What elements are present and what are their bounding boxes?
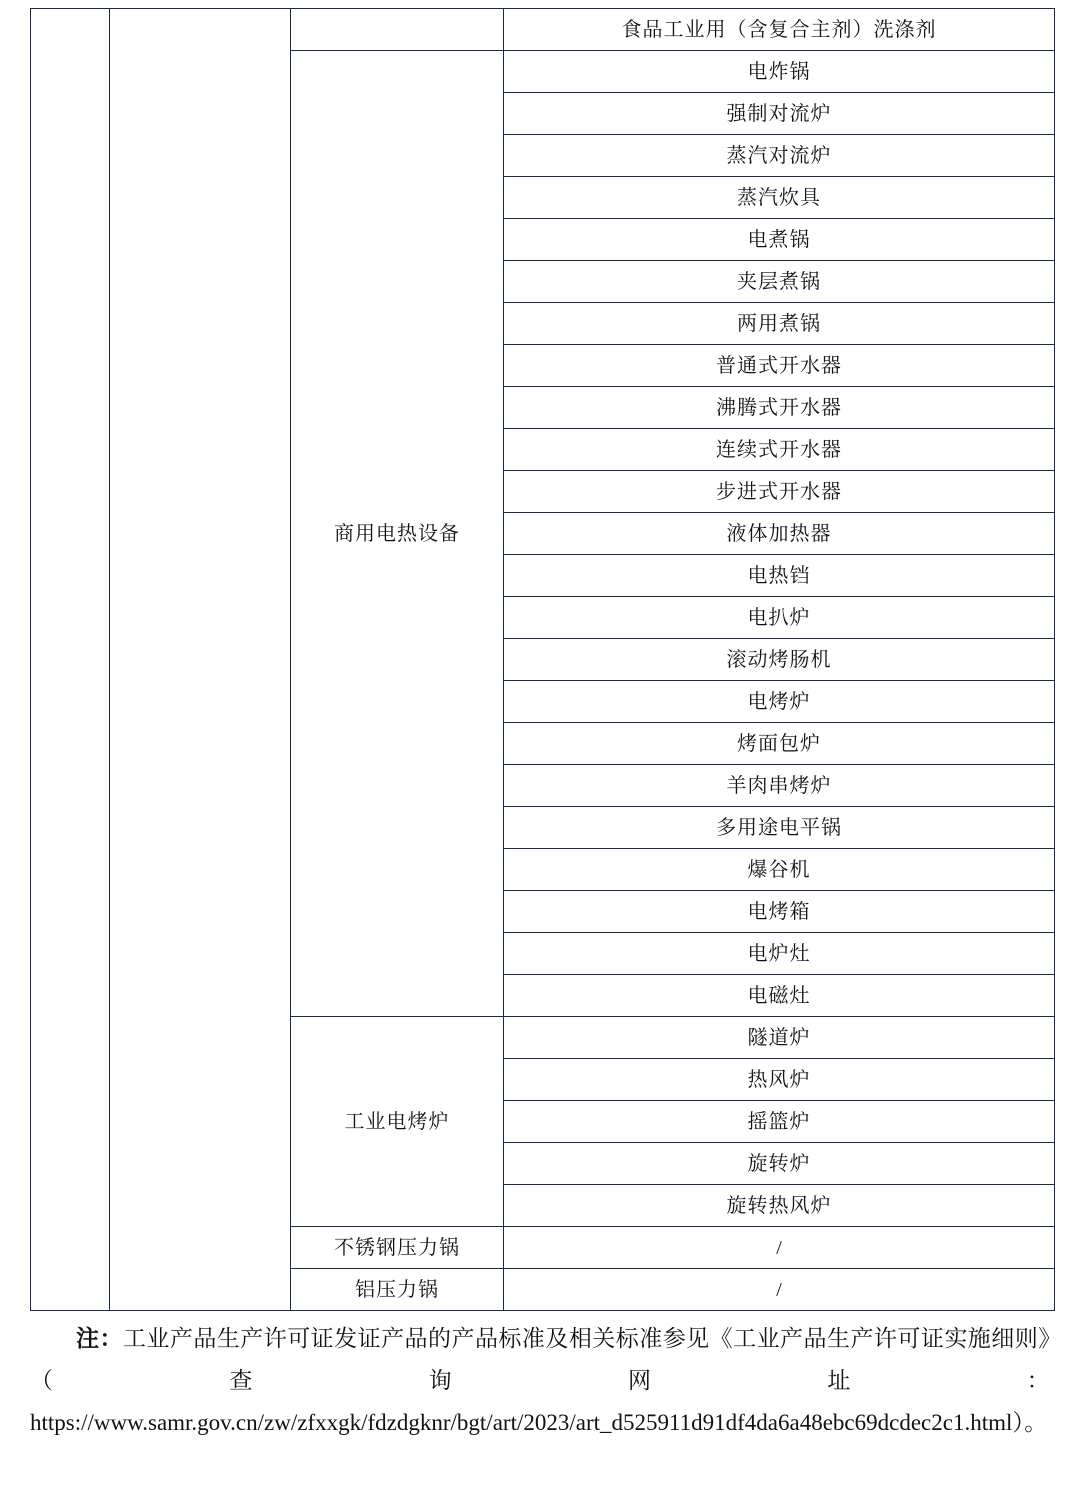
product-group-label: 铝压力锅 bbox=[291, 1269, 504, 1311]
footnote-text bbox=[30, 1318, 1050, 1444]
product-item-cell: 羊肉串烤炉 bbox=[504, 765, 1055, 807]
footnote-url[interactable]: https://www.samr.gov.cn/zw/zfxxgk/fdzdgknr/bgt/art/2023/art_d525911d91df4da6a48ebc69dcdec2c1.html bbox=[30, 1410, 1013, 1435]
product-group-label: 工业电烤炉 bbox=[291, 1017, 504, 1227]
product-item-cell: 两用煮锅 bbox=[504, 303, 1055, 345]
product-item-cell: 电烤箱 bbox=[504, 891, 1055, 933]
product-item-cell: 液体加热器 bbox=[504, 513, 1055, 555]
product-item-cell: / bbox=[504, 1269, 1055, 1311]
product-item-cell: 蒸汽炊具 bbox=[504, 177, 1055, 219]
product-item-cell: 电烤炉 bbox=[504, 681, 1055, 723]
category-column-spacer bbox=[31, 9, 110, 1311]
product-item-cell: 步进式开水器 bbox=[504, 471, 1055, 513]
product-item-cell: 电煮锅 bbox=[504, 219, 1055, 261]
table-body bbox=[31, 9, 1055, 1311]
subcategory-column-spacer bbox=[110, 9, 291, 1311]
product-item-cell: 沸腾式开水器 bbox=[504, 387, 1055, 429]
product-item-cell: 食品工业用（含复合主剂）洗涤剂 bbox=[504, 9, 1055, 51]
product-item-cell: 强制对流炉 bbox=[504, 93, 1055, 135]
footnote-label: 注： bbox=[76, 1326, 123, 1351]
product-item-cell: 电磁灶 bbox=[504, 975, 1055, 1017]
product-group-label: 商用电热设备 bbox=[291, 51, 504, 1017]
product-item-cell: 爆谷机 bbox=[504, 849, 1055, 891]
footnote-body-text: 工业产品生产许可证发证产品的产品标准及相关标准参见《工业产品生产许可证实施细则》（查询网址： bbox=[30, 1326, 1050, 1393]
product-group-cell-empty bbox=[291, 9, 504, 51]
product-item-cell: 多用途电平锅 bbox=[504, 807, 1055, 849]
product-item-cell: 摇篮炉 bbox=[504, 1101, 1055, 1143]
product-item-cell: 烤面包炉 bbox=[504, 723, 1055, 765]
product-item-cell: 蒸汽对流炉 bbox=[504, 135, 1055, 177]
footnote bbox=[30, 1318, 1050, 1444]
product-item-cell: 夹层煮锅 bbox=[504, 261, 1055, 303]
product-item-cell: 电热铛 bbox=[504, 555, 1055, 597]
table-row bbox=[31, 9, 1055, 51]
product-catalog-table bbox=[30, 8, 1055, 1311]
product-item-cell: 连续式开水器 bbox=[504, 429, 1055, 471]
product-item-cell: 热风炉 bbox=[504, 1059, 1055, 1101]
product-item-cell: 普通式开水器 bbox=[504, 345, 1055, 387]
product-item-cell: 电炉灶 bbox=[504, 933, 1055, 975]
product-item-cell: 旋转炉 bbox=[504, 1143, 1055, 1185]
footnote-body-text-end: ）。 bbox=[1012, 1410, 1048, 1435]
product-item-cell: 旋转热风炉 bbox=[504, 1185, 1055, 1227]
product-item-cell: 电扒炉 bbox=[504, 597, 1055, 639]
product-item-cell: / bbox=[504, 1227, 1055, 1269]
product-item-cell: 滚动烤肠机 bbox=[504, 639, 1055, 681]
product-item-cell: 隧道炉 bbox=[504, 1017, 1055, 1059]
product-item-cell: 电炸锅 bbox=[504, 51, 1055, 93]
product-group-label: 不锈钢压力锅 bbox=[291, 1227, 504, 1269]
